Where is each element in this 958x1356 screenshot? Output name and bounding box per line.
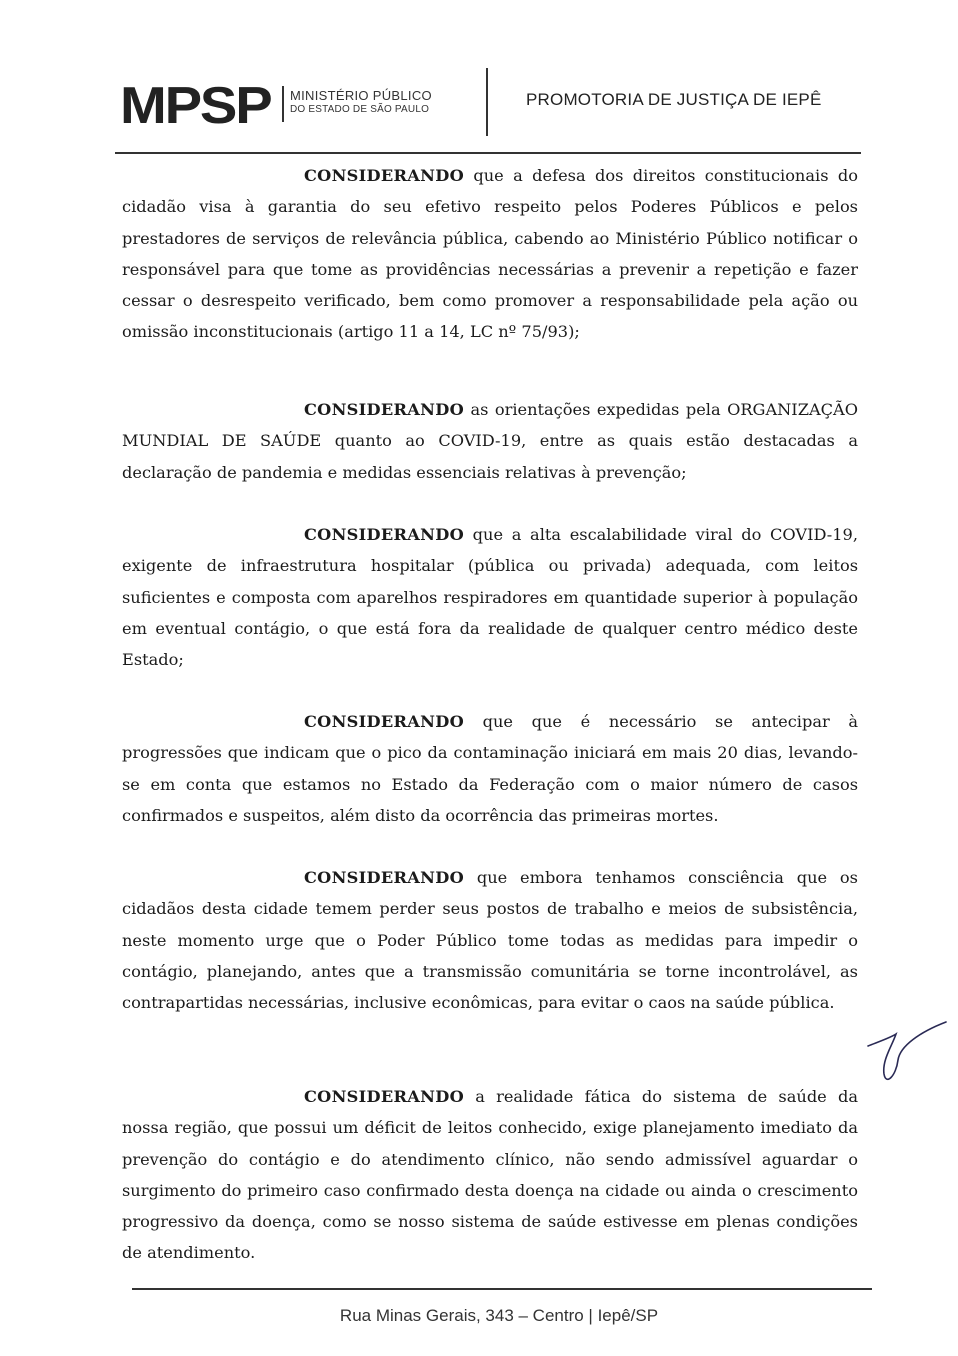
paragraph-6 (122, 1081, 858, 1269)
footer-address: Rua Minas Gerais, 343 – Centro | Iepê/SP (339, 1306, 659, 1325)
org-name-line2: DO ESTADO DE SÃO PAULO (290, 104, 430, 115)
keyword: CONSIDERANDO (304, 1087, 464, 1106)
paragraph-1 (122, 160, 858, 348)
paragraph-text: que embora tenhamos consciência que os cidadãos desta cidade temem perder seus postos de trabalho e meios de subsistência, neste momento urge que o Poder Público tome todas as medidas para impedir o contágio, planejando, antes que a transmissão comunitária se torne incontrolável, as contrapartidas necessárias, inclusive econômicas, para evitar o caos na saúde pública. (122, 868, 858, 1013)
keyword: CONSIDERANDO (304, 525, 464, 544)
header-rule (115, 152, 861, 154)
paragraph-5 (122, 862, 858, 1018)
paragraph-text: as orientações expedidas pela ORGANIZAÇÃO MUNDIAL DE SAÚDE quanto ao COVID-19, entre as quais estão destacadas a declaração de pandemia e medidas essenciais relativas à prevenção; (122, 400, 858, 482)
org-name-line1: MINISTÉRIO PÚBLICO (290, 88, 432, 103)
footer-rule (132, 1288, 872, 1290)
paragraph-text: a realidade fática do sistema de saúde da nossa região, que possui um déficit de leitos conhecido, exige planejamento imediato da prevenção do contágio e do atendimento clínico, não sendo admissível aguardar o surgimento do primeiro caso confirmado desta doença na cidade ou ainda o crescimento progressivo da doença, como se nosso sistema de saúde estivesse em plenas condições de atendimento. (122, 1087, 858, 1263)
org-name (290, 88, 432, 115)
paragraph-4 (122, 706, 858, 831)
header-divider (486, 68, 488, 136)
paragraph-3 (122, 519, 858, 675)
keyword: CONSIDERANDO (304, 166, 464, 185)
office-title: PROMOTORIA DE JUSTIÇA DE IEPÊ (526, 90, 822, 109)
logo-divider (282, 86, 284, 122)
paragraph-2 (122, 394, 858, 488)
page-header (0, 0, 958, 160)
paragraph-text: que a defesa dos direitos constitucionais do cidadão visa à garantia do seu efetivo respeito pelos Poderes Públicos e pelos prestadores de serviços de relevância pública, cabendo ao Ministério Público notificar o responsável para que tome as providências necessárias a prevenir a repetição e fazer cessar o desrespeito verificado, bem como promover a responsabilidade pela ação ou omissão inconstitucionais (artigo 11 a 14, LC nº 75/93); (122, 166, 858, 342)
paragraph-text: que a alta escalabilidade viral do COVID-19, exigente de infraestrutura hospitalar (pública ou privada) adequada, com leitos suficientes e composta com aparelhos respiradores em quantidade superior à população em eventual contágio, o que está fora da realidade de qualquer centro médico deste Estado; (122, 525, 858, 670)
paragraph-text: que que é necessário se antecipar à progressões que indicam que o pico da contaminação iniciará em mais 20 dias, levando-se em conta que estamos no Estado da Federação com o maior número de casos confirmados e suspeitos, além disto da ocorrência das primeiras mortes. (122, 712, 858, 825)
mpsp-logo: MPSP (120, 77, 271, 135)
keyword: CONSIDERANDO (304, 712, 464, 731)
keyword: CONSIDERANDO (304, 400, 464, 419)
signature-initials (866, 1016, 950, 1090)
keyword: CONSIDERANDO (304, 868, 464, 887)
